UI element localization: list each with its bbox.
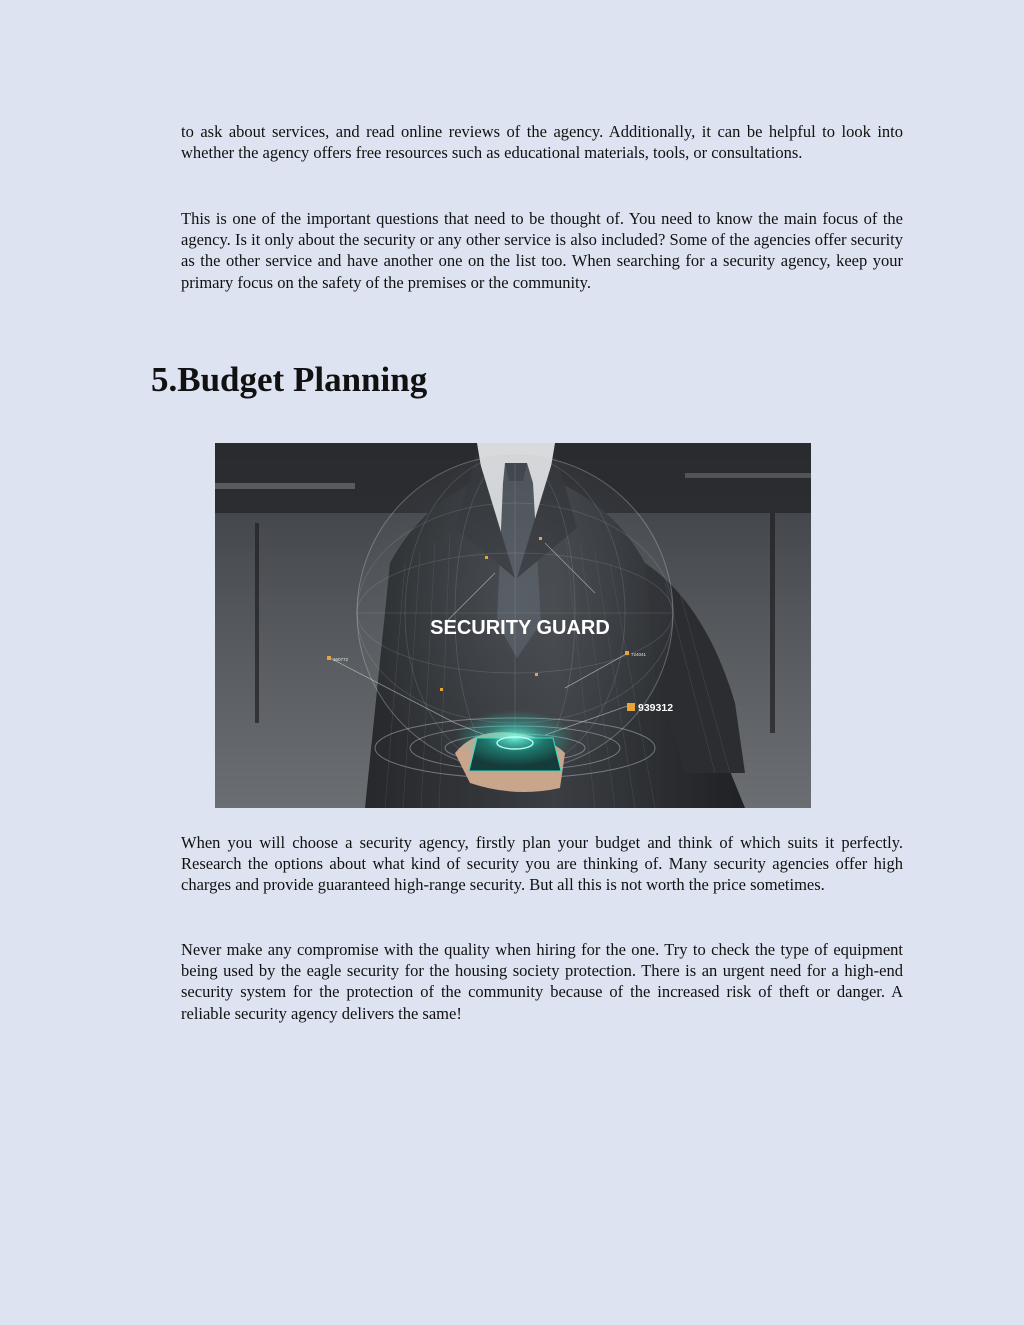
figure-title: SECURITY GUARD (430, 617, 610, 639)
paragraph-quality: Never make any compromise with the quality when hiring for the one. Try to check the type of equipment being used by the eagle security for the housing society protection. There is an urgent need for a high-end security system for the protection of the community because of the increased risk of theft or danger. A reliable security agency delivers the same! (181, 940, 903, 1023)
figure-label-main: 939312 (638, 702, 674, 714)
section-heading: 5.Budget Planning (151, 360, 428, 399)
paragraph-budget-planning: When you will choose a security agency, firstly plan your budget and think of which suits it perfectly. Research the options about what kind of security you are thinking of. Many security agencies offer high charges and provide guaranteed high-range security. But all this is not worth the price sometimes. (181, 833, 903, 895)
paragraph-agency-focus: This is one of the important questions that need to be thought of. You need to know the main focus of the agency. Is it only about the security or any other service is also included? Some of the agencies offer security as the other service and have another one on the list too. When searching for a security agency, keep your primary focus on the safety of the premises or the community. (181, 209, 903, 292)
security-guard-image (215, 443, 811, 808)
figure-label-right: 724041 (631, 652, 647, 657)
figure-label-left: 360772 (333, 657, 349, 662)
paragraph-intro-continued: to ask about services, and read online reviews of the agency. Additionally, it can be helpful to look into whether the agency offers free resources such as educational materials, tools, or consultations. (181, 122, 903, 163)
